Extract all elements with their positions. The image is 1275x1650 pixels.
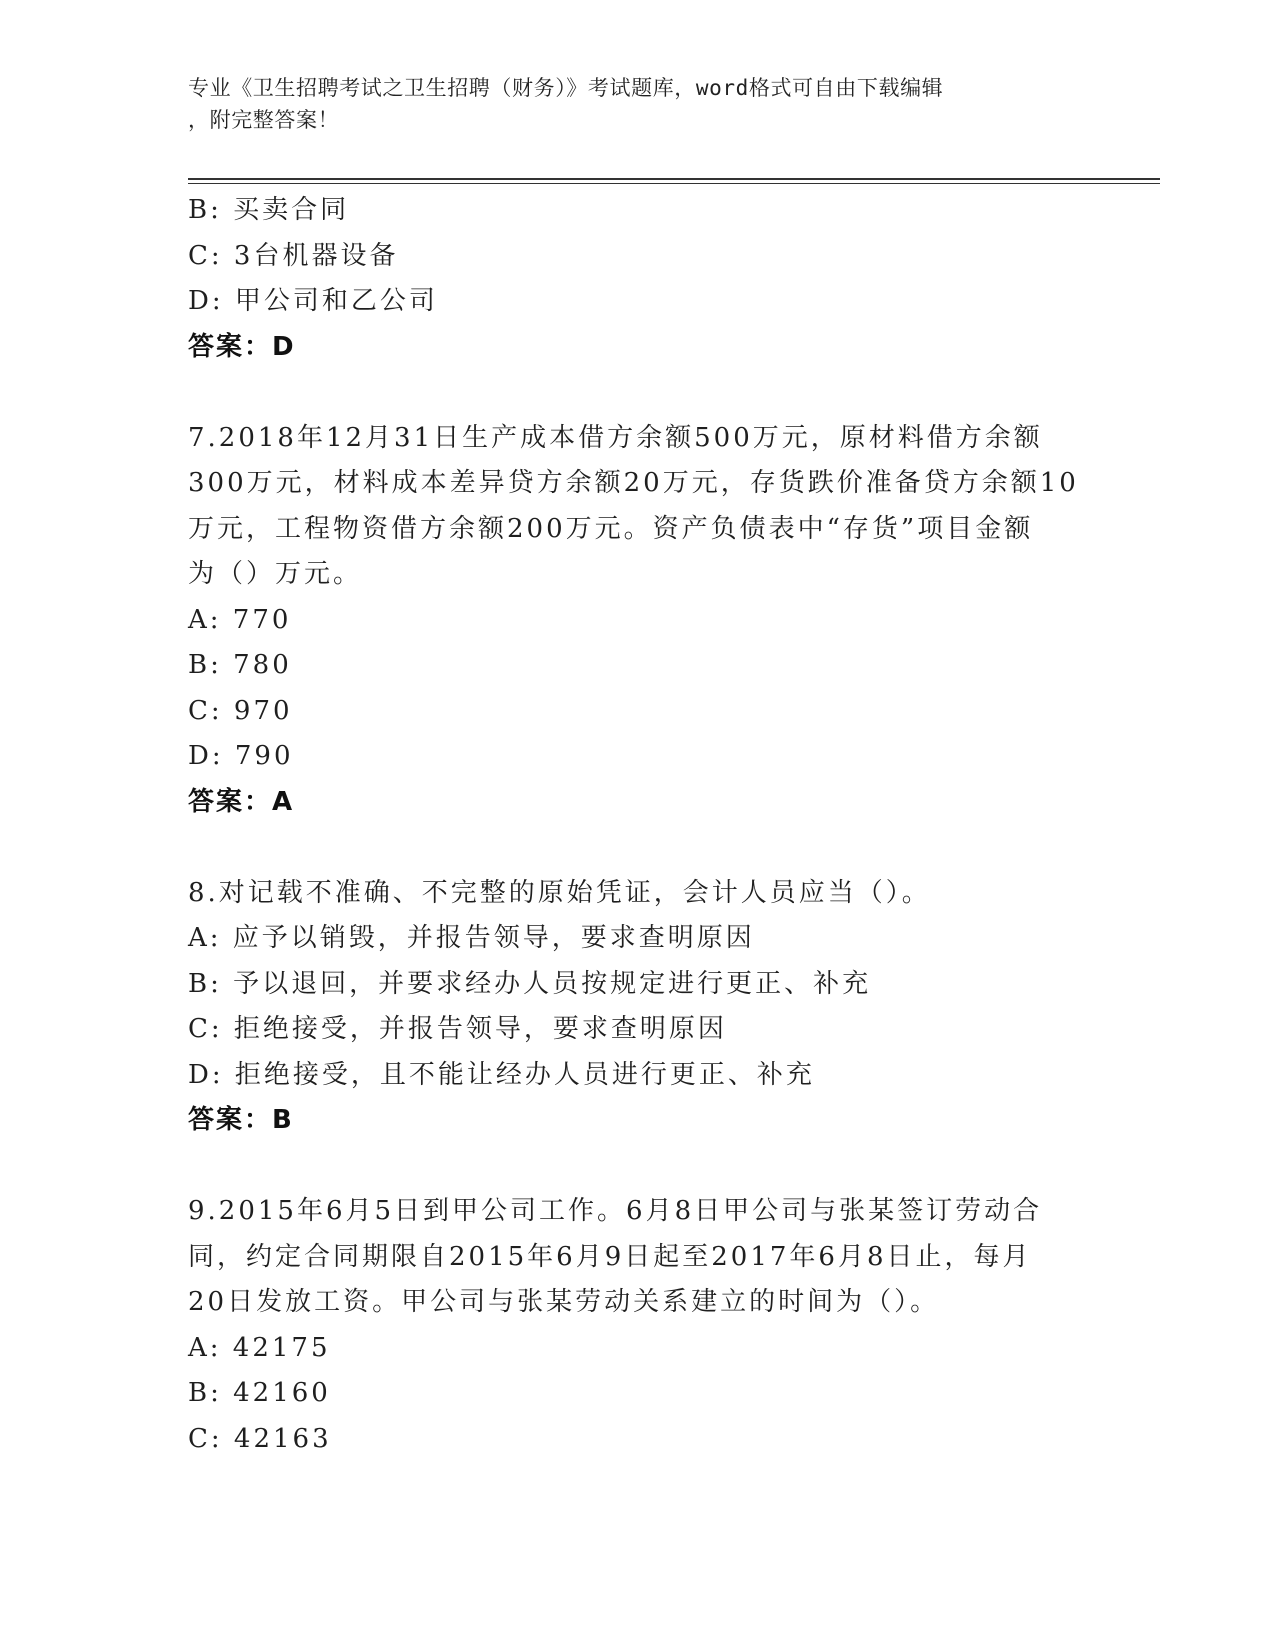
header-line-1: 专业《卫生招聘考试之卫生招聘（财务）》考试题库，word格式可自由下载编辑 <box>188 76 944 100</box>
question-text-line: 9.2015年6月5日到甲公司工作。6月8日甲公司与张某签订劳动合 <box>188 1196 1043 1226</box>
option-b: B: 42160 <box>188 1378 331 1408</box>
option-b: B: 买卖合同 <box>188 195 350 225</box>
option-c: C: 970 <box>188 695 293 726</box>
question-7 <box>188 416 1088 826</box>
option-c: C: 42163 <box>188 1423 332 1454</box>
question-text-line: 300万元，材料成本差异贷方余额20万元，存货跌价准备贷方余额10 <box>188 468 1079 498</box>
option-b: B: 780 <box>188 650 292 680</box>
option-d: D: 甲公司和乙公司 <box>188 286 438 316</box>
spacer <box>188 1144 1088 1190</box>
header-divider-thick <box>188 178 1160 180</box>
spacer <box>188 370 1088 416</box>
question-list <box>188 188 1088 1462</box>
question-9 <box>188 1189 1088 1462</box>
question-text-line: 万元，工程物资借方余额200万元。资产负债表中“存货”项目金额 <box>188 513 1034 544</box>
question-6-continued <box>188 188 1088 370</box>
option-a: A: 42175 <box>188 1332 331 1363</box>
answer-label: 答案：B <box>188 1105 294 1135</box>
option-b: B: 予以退回，并要求经办人员按规定进行更正、补充 <box>188 968 872 999</box>
option-d: D: 拒绝接受，且不能让经办人员进行更正、补充 <box>188 1059 815 1090</box>
option-d: D: 790 <box>188 741 294 771</box>
answer-label: 答案：D <box>188 331 296 362</box>
question-text-line: 为（）万元。 <box>188 559 363 589</box>
option-c: C: 拒绝接受，并报告领导，要求查明原因 <box>188 1014 727 1044</box>
header-line-2: ，附完整答案！ <box>188 108 340 132</box>
answer-label: 答案：A <box>188 786 295 817</box>
header-divider-thin <box>188 183 1160 184</box>
question-8 <box>188 871 1088 1144</box>
question-text-line: 同，约定合同期限自2015年6月9日起至2017年6月8日止，每月 <box>188 1241 1032 1272</box>
question-text-line: 8.对记载不准确、不完整的原始凭证，会计人员应当（）。 <box>188 877 931 908</box>
option-c: C: 3台机器设备 <box>188 240 399 271</box>
question-text-line: 20日发放工资。甲公司与张某劳动关系建立的时间为（）。 <box>188 1287 940 1317</box>
question-text-line: 7.2018年12月31日生产成本借方余额500万元，原材料借方余额 <box>188 422 1043 453</box>
option-a: A: 应予以销毁，并报告领导，要求查明原因 <box>188 923 755 953</box>
option-a: A: 770 <box>188 604 292 635</box>
page-header <box>188 72 1068 136</box>
spacer <box>188 825 1088 871</box>
